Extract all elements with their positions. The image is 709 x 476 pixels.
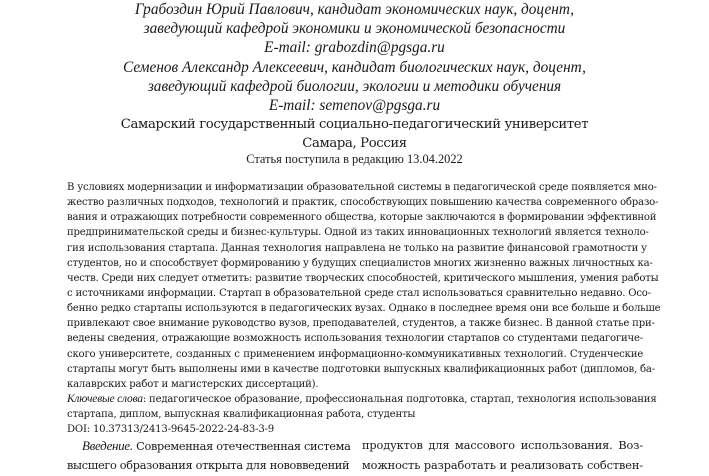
abstract-line: привлекают свое внимание руководство вузов, преподавателей, студентов, а также бизнес. В данной статье при- — [67, 318, 655, 330]
body-line: можность разработать и реализовать собствен- — [362, 459, 643, 472]
body-line: продуктов для массового использования. Воз- — [362, 439, 643, 452]
body-column-left — [67, 436, 351, 476]
abstract — [67, 180, 661, 437]
abstract-line: калаврских работ и магистерских диссертаций). — [67, 378, 319, 390]
affiliation-city: Самара, Россия — [302, 136, 407, 152]
intro-label: Введение. — [82, 438, 133, 453]
abstract-line: ведены сведения, отражающие возможность использования технологии стартапов со студентами педагогиче- — [67, 333, 643, 345]
author-1-name: Грабоздин Юрий Павлович, кандидат экономических наук, доцент, — [134, 1, 575, 18]
body-column-right — [362, 436, 643, 476]
abstract-line: гия использования стартапа. Данная технология направлена не только на развитие финансовой грамотности у — [67, 242, 647, 254]
keywords-line-1 — [67, 392, 657, 407]
affiliation-university: Самарский государственный социально-педагогический университет — [120, 117, 589, 133]
doi[interactable]: DOI: 10.37313/2413-9645-2022-24-83-3-9 — [67, 424, 274, 436]
abstract-line: бенно редко стартапы используются в педагогических вузах. Однако в последнее время они все больше и больше — [67, 303, 661, 315]
abstract-line: ского университете, созданных с применением информационно-коммуникативных технологий. Студенческие — [67, 348, 643, 360]
abstract-line: жество различных подходов, технологий и практик, способствующих повышению качества современного образо- — [67, 197, 659, 209]
author-2-email: E-mail: semenov@pgsga.ru — [268, 96, 441, 114]
abstract-line: В условиях модернизации и информатизации образовательной системы в педагогической среде появляется мно- — [67, 182, 657, 193]
author-1-email: E-mail: grabozdin@pgsga.ru — [264, 39, 445, 57]
abstract-line: вания и отражающих потребности современного общества, которые заключаются в формировании эффективной — [67, 212, 657, 224]
abstract-line: предпринимательской среды и бизнес-культуры. Одной из таких инновационных технологий является техноло- — [67, 227, 649, 239]
keywords-text: : педагогическое образование, профессиональная подготовка, стартап, технология использования — [142, 393, 657, 405]
author-2-position: заведующий кафедрой биологии, экологии и методики обучения — [147, 77, 562, 95]
abstract-line: честв. Среди них следует отметить: развитие творческих способностей, критического мышления, умения работы — [67, 272, 659, 284]
abstract-line: студентов, но и способствует формированию у будущих специалистов многих жизненно важных личностных ка- — [67, 257, 653, 269]
author-1-position: заведующий кафедрой экономики и экономической безопасности — [143, 20, 566, 38]
abstract-line: стартапы могут быть выполнены ими в качестве подготовки выпускных квалификационных работ (дипломов, ба- — [67, 363, 655, 375]
abstract-line: с источниками информации. Стартап в образовательной среде стал использоваться сравнительно недавно. Осо- — [67, 287, 651, 299]
author-2-name: Семенов Александр Алексеевич, кандидат биологических наук, доцент, — [123, 58, 586, 76]
body-line: высшего образования открыта для нововведений — [67, 459, 350, 472]
body-line — [67, 436, 351, 456]
keywords-label: Ключевые слова — [67, 392, 143, 405]
intro-text: Современная отечественная система — [132, 440, 351, 453]
keywords-line-2: стартапа, диплом, выпускная квалификационная работа, студенты — [67, 409, 416, 421]
received-date: Статья поступила в редакцию 13.04.2022 — [246, 152, 463, 166]
author-block — [0, 0, 709, 154]
